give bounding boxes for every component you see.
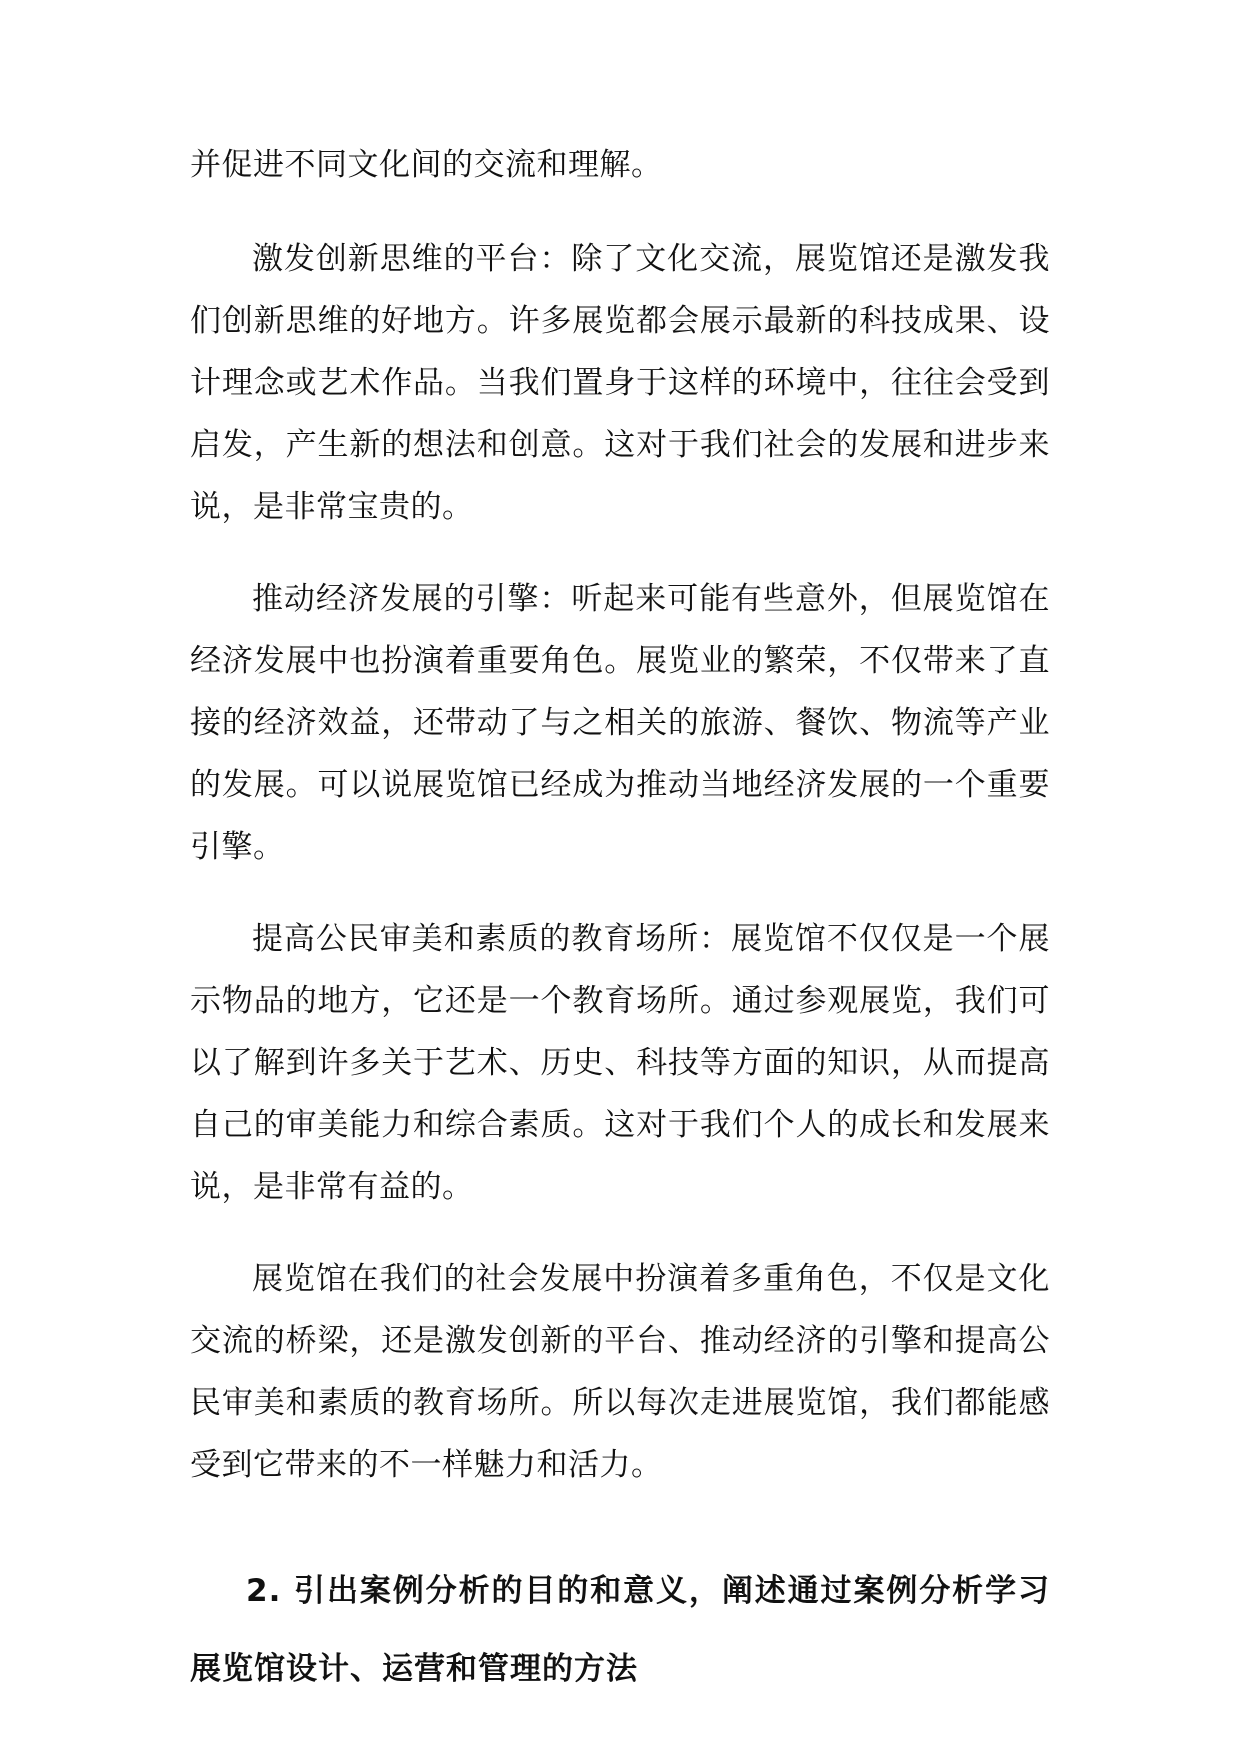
paragraph-innovation-platform: 激发创新思维的平台：除了文化交流，展览馆还是激发我们创新思维的好地方。许多展览都会展示最新的科技成果、设计理念或艺术作品。当我们置身于这样的环境中，往往会受到启发，产生新的想法和创意。这对于我们社会的发展和进步来说，是非常宝贵的。 [190,241,1050,525]
document-page [190,134,1050,1708]
paragraph-economic-engine: 推动经济发展的引擎：听起来可能有些意外，但展览馆在经济发展中也扮演着重要角色。展览业的繁荣，不仅带来了直接的经济效益，还带动了与之相关的旅游、餐饮、物流等产业的发展。可以说展览馆已经成为推动当地经济发展的一个重要引擎。 [190,581,1050,865]
section-heading: 2. 引出案例分析的目的和意义，阐述通过案例分析学习展览馆设计、运营和管理的方法 [190,1573,1050,1687]
paragraph-education-venue: 提高公民审美和素质的教育场所：展览馆不仅仅是一个展示物品的地方，它还是一个教育场所。通过参观展览，我们可以了解到许多关于艺术、历史、科技等方面的知识，从而提高自己的审美能力和综合素质。这对于我们个人的成长和发展来说，是非常有益的。 [190,921,1050,1205]
paragraph-continuation: 并促进不同文化间的交流和理解。 [190,147,663,183]
paragraph-summary: 展览馆在我们的社会发展中扮演着多重角色，不仅是文化交流的桥梁，还是激发创新的平台、推动经济的引擎和提高公民审美和素质的教育场所。所以每次走进展览馆，我们都能感受到它带来的不一样魅力和活力。 [190,1261,1050,1483]
